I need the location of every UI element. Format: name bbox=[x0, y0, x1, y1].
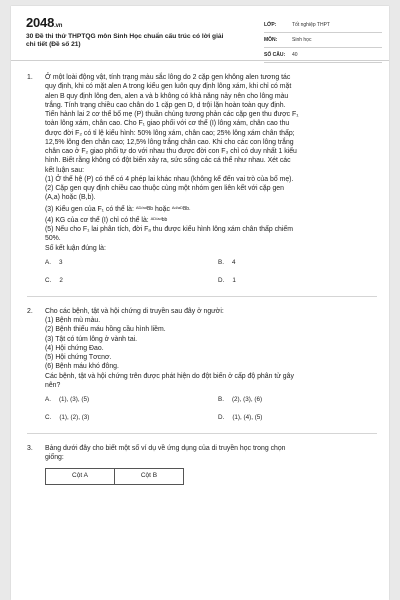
question-1-text: Ở một loài động vật, tính trạng màu sắc lông do 2 cặp gen không alen tương tác quy định, khi có mặt alen A trong kiểu gen luôn quy định lông xám, khi chỉ có mặt alen B quy định lông đen, alen a và b không có khả năng nảy nên cho lông màu trắng. Tính trạng chiều cao chân do 1 cặp gen D, d trội lặn hoàn toàn quy định. Tiến hành lai 2 cơ thể bố mẹ (P) thuần chủng tương phản các cặp gen thu được F₁ toàn lông xám, chân cao. Cho F₁ giao phối với cơ thể (I) lông xám, chân cao thu được đời F₂ có tỉ lệ kiểu hình: 50% lông xám, chân cao; 25% lông xám chân thấp; 12,5% lông đen chân cao; 12,5% lông trắng chân cao. Khi cho các con lông trắng chân cao ở F₂ giao phối tự do với nhau thu được đời con F₃ chỉ có duy nhất 1 kiểu hình. Biết rằng không có đột biến xảy ra, sức sống các cá thể như nhau. Xét các kết luận sau: (1) Ở thế hệ (P) có thể có 4 phép lai khác nhau (không kể đến vai trò của bố mẹ). (2) Cặp gen quy định chiều cao thuộc cùng một nhóm gen liên kết với cặp gen (A,a) hoặc (B,b). (3) Kiểu gen của F₁ có thể là: $^{AD/ad}$Bb hoặc $^{Ad/aD}$Bb. (4) KG của cơ thể (I) chỉ có thể là: $^{AD/ad}$bb (5) Nếu cho F₁ lai phân tích, đời Fₐ thu được kiểu hình lông xám chân thấp chiếm 50%. Số kết luận đúng là: bbox=[45, 73, 375, 253]
examples-table bbox=[45, 468, 184, 485]
answer-option-c[interactable]: C. (1), (2), (3) bbox=[45, 414, 90, 421]
answer-row bbox=[45, 413, 375, 426]
question-divider bbox=[27, 296, 377, 297]
answer-option-d[interactable]: D. 1 bbox=[218, 276, 236, 284]
site-logo[interactable]: 2048.vn bbox=[26, 15, 63, 30]
answer-option-d[interactable]: D. (1), (4), (5) bbox=[218, 414, 263, 421]
document-header bbox=[26, 15, 379, 57]
question-3 bbox=[27, 444, 375, 485]
question-number: 1. bbox=[27, 74, 33, 81]
table-header-col-a: Cột A bbox=[46, 468, 115, 484]
answer-row bbox=[45, 276, 375, 289]
meta-row-subject: MÔN: Sinh học bbox=[264, 33, 382, 48]
header-divider bbox=[11, 60, 389, 61]
answer-option-c[interactable]: C. 2 bbox=[45, 276, 63, 284]
document-page bbox=[11, 6, 389, 600]
answer-option-b[interactable]: B. 4 bbox=[218, 258, 236, 266]
question-divider bbox=[27, 433, 377, 434]
question-3-text: Bảng dưới đây cho biết một số ví dụ về ứng dụng của di truyền học trong chọn giống: bbox=[45, 445, 286, 462]
meta-row-count: SỐ CÂU: 40 bbox=[264, 48, 382, 63]
answer-row bbox=[45, 258, 375, 271]
answer-row bbox=[45, 395, 375, 408]
question-number: 3. bbox=[27, 445, 33, 452]
question-2 bbox=[27, 307, 375, 434]
question-1 bbox=[27, 73, 375, 297]
statement-3: (3) Kiểu gen của F₁ có thể là: $^{AD/ad}$Bb hoặc $^{Ad/aD}$Bb. bbox=[45, 204, 191, 213]
answer-option-b[interactable]: B. (2), (3), (6) bbox=[218, 396, 263, 403]
exam-meta bbox=[264, 18, 382, 63]
answer-option-a[interactable]: A. (1), (3), (5) bbox=[45, 396, 90, 403]
table-header-col-b: Cột B bbox=[115, 468, 184, 484]
questions bbox=[27, 73, 375, 485]
answer-option-a[interactable]: A. 3 bbox=[45, 258, 63, 266]
exam-title: 30 Đề thi thử THPTQG môn Sinh Học chuẩn cấu trúc có lời giải chi tiết (Đề số 21) bbox=[26, 33, 224, 49]
statement-4: (4) KG của cơ thể (I) chỉ có thể là: $^{AD/ad}$bb bbox=[45, 215, 168, 224]
question-2-text: Cho các bệnh, tật và hội chứng di truyền sau đây ở người: (1) Bệnh mù màu. (2) Bệnh thiếu máu hồng cầu hình liềm. (3) Tật có túm lông ở vành tai. (4) Hội chứng Đao. (5) Hội chứng Tơcnơ. (6) Bệnh máu khó đông. Các bệnh, tật và hội chứng trên được phát hiện do đột biến ở cấp độ phân tử gây nên? bbox=[45, 307, 294, 389]
question-number: 2. bbox=[27, 307, 33, 315]
meta-row-class: LỚP: Tốt nghiệp THPT bbox=[264, 18, 382, 33]
